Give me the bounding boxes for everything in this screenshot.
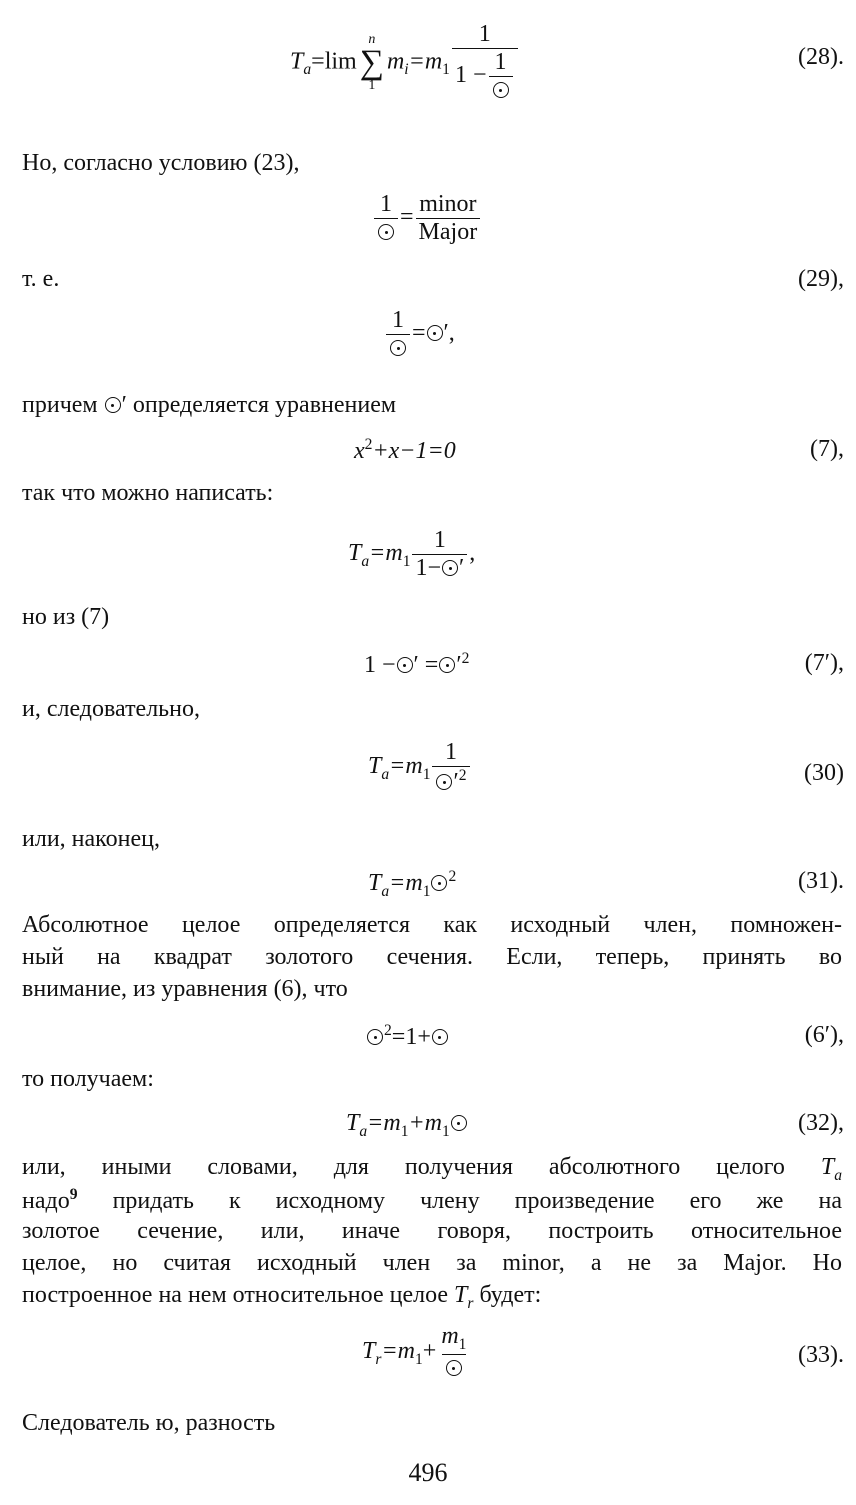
eq7p-label: (7′), xyxy=(804,650,844,676)
eq30-den-tail: ′ xyxy=(453,769,459,796)
eq33-plus: + xyxy=(422,1338,437,1365)
eq31-lhs-sub: a xyxy=(381,882,390,900)
p10-l2-start: надо xyxy=(22,1188,70,1214)
eq32-eq: =m xyxy=(367,1110,401,1136)
eqta-lhs-sub: a xyxy=(361,553,370,570)
eq6p-label: (6′), xyxy=(804,1022,844,1048)
eq28-inner-num: 1 xyxy=(494,49,507,76)
equation-6-prime xyxy=(366,1022,449,1051)
paragraph-text: причем ′ определяется уравнением xyxy=(22,392,397,418)
eq28-inner-lead: 1 − xyxy=(454,62,487,89)
eq33-eq: =m xyxy=(381,1338,415,1365)
eq7p-tail: ′ xyxy=(456,652,462,678)
eq31-m-sub: 1 xyxy=(422,882,431,900)
equation-33 xyxy=(362,1324,471,1381)
p3-start: причем xyxy=(22,392,98,418)
paragraph-text: золотое сечение, или, иначе говоря, построить относительное xyxy=(22,1218,842,1244)
eq28-m-sub: 1 xyxy=(442,61,450,79)
golden-ratio-symbol-icon xyxy=(432,1029,448,1045)
eq29-label: (29), xyxy=(798,266,844,292)
eq7p-lead: 1 − xyxy=(364,652,396,678)
eq28-sum-top: n xyxy=(368,31,376,47)
paragraph-text: то получаем: xyxy=(22,1066,154,1092)
eq31-label: (31). xyxy=(798,868,844,894)
eq31-eq: =m xyxy=(389,870,423,896)
eq30-num: 1 xyxy=(445,739,457,765)
eq30-fraction xyxy=(432,740,469,795)
eq33-lhs: T xyxy=(362,1338,376,1365)
paragraph-text: но из (7) xyxy=(22,604,110,630)
eq7p-sup: 2 xyxy=(461,650,470,667)
eqta-m-sub: 1 xyxy=(402,553,411,570)
paragraph-text: т. е. xyxy=(22,266,60,292)
eq32-lhs: T xyxy=(346,1110,360,1136)
p10-l5-end: будет: xyxy=(479,1282,542,1308)
inline-ta xyxy=(820,1154,842,1184)
eq7-rest: +x−1=0 xyxy=(372,438,456,464)
eq31-sup: 2 xyxy=(448,868,457,885)
inline-tr-sub: r xyxy=(467,1294,474,1312)
paragraph-text xyxy=(22,1186,842,1215)
golden-ratio-symbol-icon xyxy=(105,397,121,413)
eq28-eq: =m xyxy=(408,48,443,75)
eq28-inner-fraction xyxy=(489,50,513,103)
eq33-num xyxy=(438,1324,469,1354)
eq29a-right-fraction xyxy=(416,192,481,245)
paragraph-text xyxy=(22,1154,842,1185)
golden-ratio-symbol-icon xyxy=(436,774,452,790)
eq7-sup: 2 xyxy=(364,436,373,453)
eq29a-num2: minor xyxy=(419,191,477,217)
eq32-lhs-sub: a xyxy=(359,1122,368,1140)
eqta-den-lead: 1− xyxy=(415,555,442,582)
inline-tr-sym: T xyxy=(454,1282,468,1308)
equation-7-prime xyxy=(364,650,469,679)
footnote-ref[interactable]: 9 xyxy=(69,1186,78,1203)
equation-7 xyxy=(354,436,456,465)
golden-ratio-symbol-icon xyxy=(442,560,458,576)
eqta-eq: =m xyxy=(369,540,403,567)
paragraph-text: внимание, из уравнения (6), что xyxy=(22,976,348,1002)
eqta-den xyxy=(412,554,467,581)
paragraph-text: Следователь ю, разность xyxy=(22,1410,276,1436)
eqta-lhs: T xyxy=(348,540,362,567)
page-number: 496 xyxy=(408,1458,448,1487)
eq29a-den2: Major xyxy=(416,218,481,245)
eq29b-equals: = xyxy=(412,320,426,347)
equation-29b xyxy=(384,308,455,361)
eq28-term: m xyxy=(386,48,405,75)
eq32-m2-sub: 1 xyxy=(442,1122,450,1140)
paragraph-text: или, наконец, xyxy=(22,826,160,852)
eq30-m-sub: 1 xyxy=(422,766,431,783)
eqta-num: 1 xyxy=(433,527,446,553)
eq29b-fraction xyxy=(386,308,410,361)
p10-l2-end: придать к исходному члену произведение его же на xyxy=(112,1188,842,1214)
sigma-symbol: ∑ xyxy=(359,43,384,81)
equation-31 xyxy=(368,868,456,901)
golden-ratio-symbol-icon xyxy=(378,224,394,240)
equation-29a: 1 = $\frac{\text{minor}}{\text{Major}}$ xyxy=(372,192,482,245)
eq33-fraction xyxy=(438,1324,469,1381)
golden-ratio-symbol-icon xyxy=(367,1029,383,1045)
eq7p-mid: ′ = xyxy=(413,652,439,678)
eq7-x: x xyxy=(354,438,365,464)
paragraph-text: ный на квадрат золотого сечения. Если, теперь, принять во xyxy=(22,944,842,970)
golden-ratio-symbol-icon xyxy=(390,340,406,356)
p3-end: определяется уравнением xyxy=(132,392,397,418)
eq28-num: 1 xyxy=(478,21,491,47)
golden-ratio-symbol-icon xyxy=(493,82,509,98)
eq33-den xyxy=(442,1354,466,1381)
equation-ta xyxy=(348,528,475,581)
eq32-m-sub: 1 xyxy=(400,1122,409,1140)
eq30-den xyxy=(432,766,469,795)
paragraph-text: и, следовательно, xyxy=(22,696,200,722)
golden-ratio-symbol-icon xyxy=(446,1360,462,1376)
eq28-lhs-sub: a xyxy=(303,61,312,79)
eq33-num-sub: 1 xyxy=(458,1335,467,1353)
eq28-sum-bottom: 1 xyxy=(368,77,376,93)
inline-ta-sym: T xyxy=(820,1154,835,1180)
eq28-lim: =lim xyxy=(311,48,357,75)
eq28-fraction xyxy=(452,22,518,104)
golden-ratio-symbol-icon xyxy=(431,875,447,891)
eq28-term-sub: i xyxy=(404,61,409,79)
eq6p-rest: =1+ xyxy=(391,1024,431,1050)
eqta-comma: , xyxy=(469,540,476,567)
eq33-lhs-sub: r xyxy=(375,1350,382,1368)
eq28-lhs: T xyxy=(290,48,304,75)
eq29b-den xyxy=(386,334,410,361)
p10-l5-start: построенное на нем относительное целое xyxy=(22,1282,449,1308)
paragraph-text: Абсолютное целое определяется как исходный член, помножен- xyxy=(22,912,842,938)
eq33-num-m: m xyxy=(441,1323,459,1349)
paragraph-text: Но, согласно условию (23), xyxy=(22,150,300,176)
eq33-m-sub: 1 xyxy=(414,1350,423,1368)
golden-ratio-symbol-icon xyxy=(427,325,443,341)
eq29a-left-fraction xyxy=(374,192,398,245)
paragraph-text: так что можно написать: xyxy=(22,480,274,506)
eq32-label: (32), xyxy=(798,1110,844,1136)
inline-ta-sub: a xyxy=(834,1166,842,1184)
eq28-label: (28). xyxy=(798,44,844,70)
eq29a-den1 xyxy=(374,218,398,245)
paragraph-text xyxy=(22,1282,842,1313)
eq28-inner-den xyxy=(489,76,513,103)
p10-l1-text: или, иными словами, для получения абсолютного целого xyxy=(22,1154,785,1180)
equation-30 xyxy=(368,740,472,795)
eq29b-num: 1 xyxy=(392,307,404,333)
eq30-lhs: T xyxy=(368,753,382,780)
eq31-lhs: T xyxy=(368,870,382,896)
eq29a-num1: 1 xyxy=(380,191,392,217)
equation-28 xyxy=(290,22,520,104)
eq28-den xyxy=(452,48,518,103)
eq7-label: (7), xyxy=(810,436,844,462)
eq29b-tail: ′, xyxy=(443,320,455,347)
eq30-lhs-sub: a xyxy=(381,766,390,783)
equation-32 xyxy=(346,1110,468,1141)
eq30-label: (30) xyxy=(804,760,844,786)
golden-ratio-symbol-icon xyxy=(451,1115,467,1131)
paragraph-text: целое, но считая исходный член за minor, а не за Major. Но xyxy=(22,1250,842,1276)
eq32-plus: +m xyxy=(408,1110,443,1136)
golden-ratio-symbol-icon xyxy=(397,657,413,673)
eq6p-sup: 2 xyxy=(384,1022,392,1039)
eq30-den-sup: 2 xyxy=(458,767,467,785)
eqta-fraction xyxy=(412,528,467,581)
eq28-sum xyxy=(360,33,384,93)
eq30-eq: =m xyxy=(389,753,423,780)
eqta-den-tail: ′ xyxy=(459,555,465,582)
golden-ratio-symbol-icon xyxy=(439,657,455,673)
eq33-label: (33). xyxy=(798,1342,844,1368)
